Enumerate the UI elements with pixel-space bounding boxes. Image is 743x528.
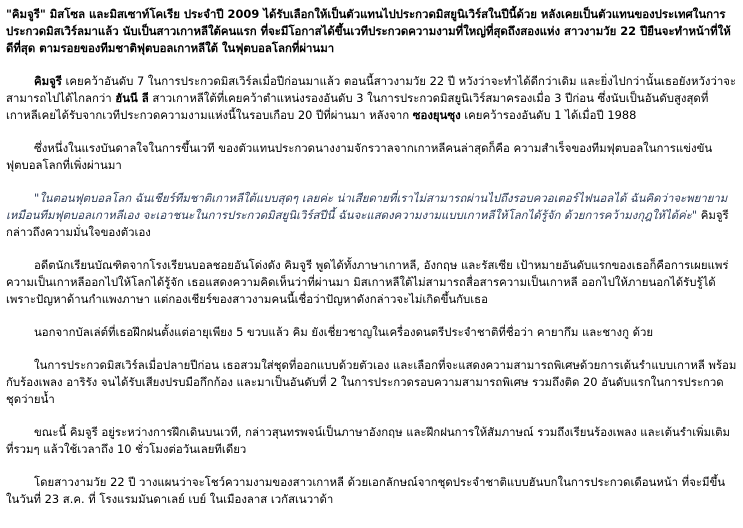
quote-text: "ในตอนฟุตบอลโลก ฉันเชียร์ทีมชาติเกาหลีใต้แบบสุดๆ เลยค่ะ น่าเสียดายที่เราไม่สามารถผ่านไปถึงรอบควอเตอร์ไฟนอลได้ ฉันคิดว่าจะพยายามเหมือนทีมฟุตบอลเกาหลีเอง จะเอาชนะในการประกวดมิสยูนิเวิร์สปีนี้ ฉันจะแสดงความงามแบบเกาหลีให้โลกได้รู้จัก ด้วยการคว้ามงกุฎให้ได้ค่ะ" xyxy=(6,191,728,222)
paragraph-1-text-b: สาวเกาหลีใต้ที่เคยคว้าตำแหน่งรองอันดับ 3 ในการประกวดมิสยูนิเวิร์สมาครองเมื่อ 3 ปีก่อน ซึ่งนับเป็นอันดับสูงสุดที่เกาหลีเคยได้รับจากเวทีประกวดความงามแห่งนี้ในรอบเกือบ 20 ปีที่ผ่านมา หลังจาก xyxy=(6,91,709,122)
paragraph-1-text-a: เคยคว้าอันดับ 7 ในการประกวดมิสเวิร์ลเมื่อปีก่อนมาแล้ว ตอนนี้สาวงามวัย 22 ปี หวังว่าจะทำได้ดีกว่าเดิม และยิ่งไปกว่านั้นเธอยังหวังว่าจะสามารถไปได้ไกลกว่า xyxy=(6,74,737,105)
article-lead: "คิมจูรี" มิสโซล และมิสเซาท์โคเรีย ประจำปี 2009 ได้รับเลือกให้เป็นตัวแทนไปประกวดมิสยูนิเวิร์สในปีนี้ด้วย หลังเคยเป็นตัวแทนของประเทศในการประกวดมิสเวิร์ลมาแล้ว นับเป็นสาวเกาหลีใต้คนแรก ที่จะมีโอกาสได้ขึ้นเวทีประกวดความงามที่ใหญ่ที่สุดถึงสองแห่ง สาวงามวัย 22 ปียืนจะทำหน้าที่ให้ดีที่สุด ตามรอยของทีมชาติฟุตบอลเกาหลีใต้ ในฟุตบอลโลกที่ผ่านมา xyxy=(6,7,731,55)
paragraph-6: ในการประกวดมิสเวิร์ลเมื่อปลายปีก่อน เธอสวมใส่ชุดที่ออกแบบด้วยตัวเอง และเลือกที่จะแสดงความสามารถพิเศษด้วยการเต้นรำแบบเกาหลี พร้อมกับร้องเพลง อาริรัง จนได้รับเสียงปรบมือกึกก้อง และมาเป็นอันดับที่ 2 ในการประกวดรอบความสามารถพิเศษ รวมถึงติด 20 อันดับแรกในการประกวดชุดว่ายน้ำ xyxy=(6,358,737,406)
name-honey-lee: ฮันนี ลี xyxy=(115,91,149,105)
paragraph-2: ซึ่งหนึ่งในแรงบันดาลใจในการขึ้นเวที ของตัวแทนประกวดนางงามจักรวาลจากเกาหลีคนล่าสุดก็คือ ความสำเร็จของทีมฟุตบอลในการแข่งขันฟุตบอลโลกที่เพิ่งผ่านมา xyxy=(6,141,713,172)
quote-attribution: คิมจูรี กล่าวถึงความมั่นใจของตัวเอง xyxy=(6,208,729,239)
paragraph-8: โดยสาวงามวัย 22 ปี วางแผนว่าจะโชว์ความงามของสาวเกาหลี ด้วยเอกลักษณ์จากชุดประจำชาติแบบฮันบกในการประกวดเดือนหน้า ที่จะมีขึ้นในวันที่ 23 ส.ค. ที่ โรงแรมมันดาเลย์ เบย์ ในเมืองลาส เวกัสเนวาด้า xyxy=(6,475,726,506)
paragraph-7: ขณะนี้ คิมจูรี อยู่ระหว่างการฝึกเดินบนเวที, กล่าวสุนทรพจน์เป็นภาษาอังกฤษ และฝึกฝนการให้สัมภาษณ์ รวมถึงเรียนร้องเพลง และเต้นรำเพิ่มเติม ที่รวมๆ แล้วใช้เวลาถึง 10 ชั่วโมงต่อวันเลยทีเดียว xyxy=(6,425,730,456)
name-sung-yun-sung: ซองยุนซุง xyxy=(412,108,461,122)
paragraph-5: นอกจากบัลเล่ต์ที่เธอฝึกฝนตั้งแต่อายุเพียง 5 ขวบแล้ว คิม ยังเชี่ยวชาญในเครื่องดนตรีประจำชาติที่ชื่อว่า คายากึม และชางกู ด้วย xyxy=(34,325,654,339)
paragraph-3 xyxy=(6,190,737,241)
paragraph-1 xyxy=(6,73,737,124)
paragraph-4: อดีตนักเรียนบัณฑิตจากโรงเรียนบอลชอยอันโด่งดัง คิมจูรี พูดได้ทั้งภาษาเกาหลี, อังกฤษ และรัสเซีย เป้าหมายอันดับแรกของเธอก็คือการเผยแพร่ความเป็นเกาหลีออกไปให้โลกได้รู้จัก เธอแสดงความคิดเห็นว่าที่ผ่านมา มิสเกาหลีใต้ไม่สามารถสื่อสารความเป็นเกาหลี ออกไปให้ภายนอกได้รับรู้ได้เพราะปัญหาด้านกำแพงภาษา แต่กองเชียร์ของสาวงามคนนี้เชื่อว่าปัญหาดังกล่าวจะไม่เกิดขึ้นกับเธอ xyxy=(6,258,729,306)
name-kim-joo-ri: คิมจูรี xyxy=(34,74,62,88)
paragraph-1-text-c: เคยคว้ารองอันดับ 1 ได้เมื่อปี 1988 xyxy=(460,108,637,122)
